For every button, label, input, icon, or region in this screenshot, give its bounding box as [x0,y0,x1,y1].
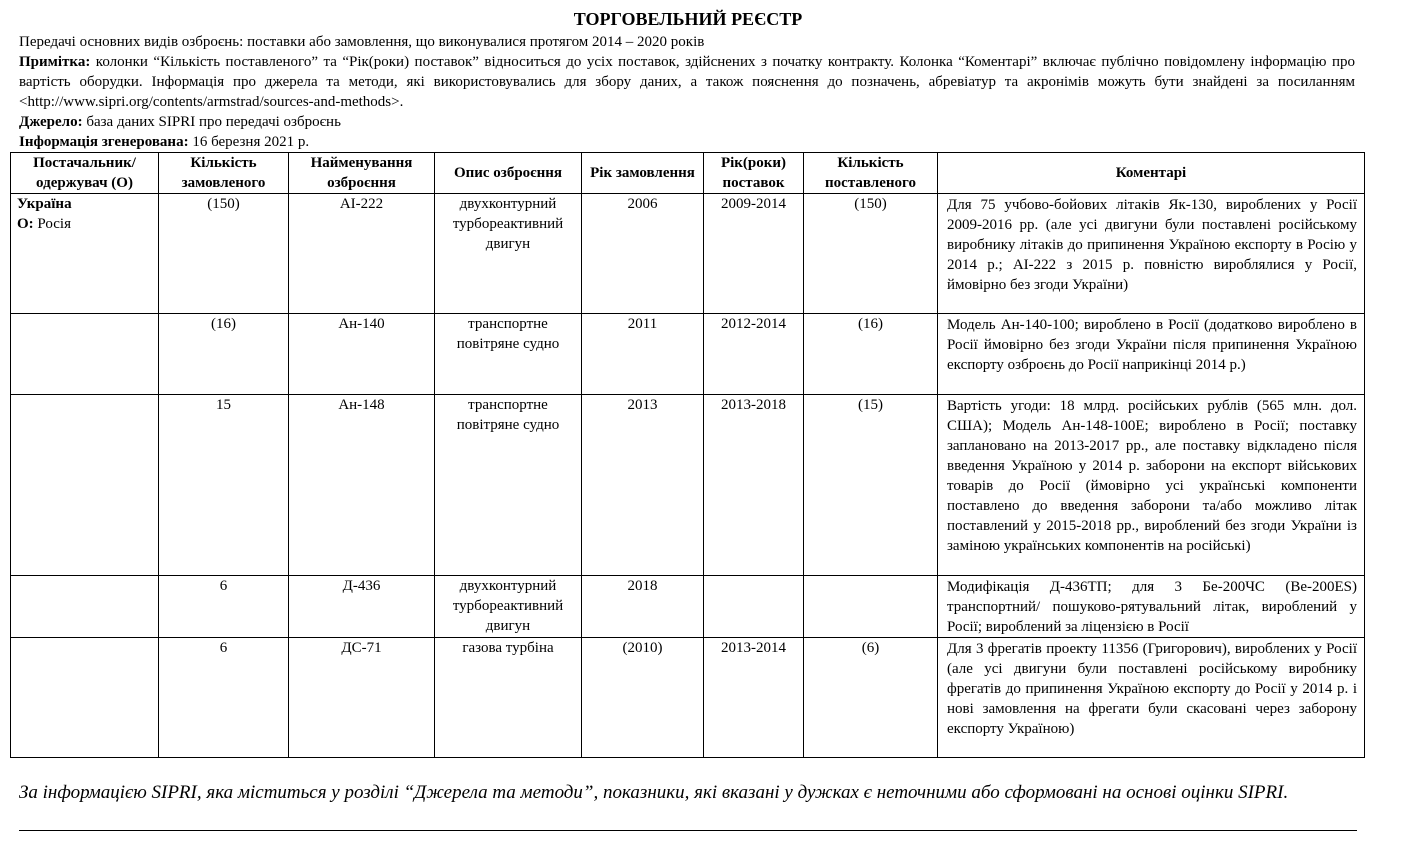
column-header-delivered: Кількість поставленого [804,153,938,194]
delivered-cell: (6) [804,638,938,758]
column-header-supplier: Постачальник/ одержувач (О) [11,153,159,194]
delivery-years-cell: 2012-2014 [704,314,804,395]
table-row [11,395,1365,576]
note-label: Примітка: [19,54,91,70]
footer-divider [19,830,1357,831]
supplier-cell [11,194,159,314]
comment-cell: Модель Ан-140-100; вироблено в Росії (додатково вироблено в Росії ймовірно без згоди України після припинення Україною експорту озброєнь до Росії наприкінці 2014 р.) [938,314,1365,395]
order-year-cell: 2006 [582,194,704,314]
description-cell: транспортне повітряне судно [435,395,582,576]
note-text: колонки “Кількість поставленого” та “Рік(роки) поставок” відноситься до усіх поставок, здійснених з початку контракту. Колонка “Коментарі” включає публічно повідомлену інформацію про вартість оборудки. Інформація про джерела та методи, які використовувались для збору даних, а також пояснення до позначень, абревіатур та акронімів можуть бути знайдені за посиланням <http://www.sipri.org/contents/armstrad/sources-and-methods>. [19,54,1355,110]
comment-cell: Модифікація Д-436ТП; для 3 Бе-200ЧС (Be-200ES) транспортний/ пошуково-рятувальний літак, вироблений у Росії; вироблений за ліцензією в Росії [938,576,1365,638]
delivery-years-cell: 2009-2014 [704,194,804,314]
ordered-cell: 15 [159,395,289,576]
supplier-cell [11,395,159,576]
ordered-cell: (150) [159,194,289,314]
comment-cell: Для 3 фрегатів проекту 11356 (Григорович), вироблених у Росії (але усі двигуни були поставлені російському виробнику фрегатів до припинення Україною експорту до Росії у 2014 р. і нові замовлення на фрегати були скасовані через заборону експорту Україною) [938,638,1365,758]
column-header-order-year: Рік замовлення [582,153,704,194]
description-cell: двухконтурний турбореактивний двигун [435,576,582,638]
trade-register-table [10,152,1365,758]
delivery-years-cell: 2013-2018 [704,395,804,576]
source-line [19,112,1355,132]
table-row [11,194,1365,314]
ordered-cell: 6 [159,576,289,638]
order-year-cell: 2011 [582,314,704,395]
weapon-name-cell: Ан-148 [289,395,435,576]
column-header-delivery-years: Рік(роки) поставок [704,153,804,194]
supplier-cell [11,576,159,638]
description-cell: двухконтурний турбореактивний двигун [435,194,582,314]
table-row [11,314,1365,395]
column-header-ordered: Кількість замовленого [159,153,289,194]
order-year-cell: 2018 [582,576,704,638]
order-year-cell: (2010) [582,638,704,758]
supplier-cell [11,314,159,395]
table-row [11,576,1365,638]
subtitle: Передачі основних видів озброєнь: поставки або замовлення, що виконувалися протягом 2014 – 2020 років [19,34,705,50]
delivered-cell [804,576,938,638]
sipri-footnote: За інформацією SIPRI, яка міститься у розділі “Джерела та методи”, показники, які вказані у дужках є неточними або сформовані на основі оцінки SIPRI. [19,782,1289,803]
supplier-cell [11,638,159,758]
weapon-name-cell: АІ-222 [289,194,435,314]
source-text: база даних SIPRI про передачі озброєнь [82,114,341,130]
page-title: ТОРГОВЕЛЬНИЙ РЕЄСТР [573,9,803,29]
delivered-cell: (15) [804,395,938,576]
document-header [19,32,1355,152]
weapon-name-cell: Д-436 [289,576,435,638]
table-header-row [11,153,1365,194]
recipient-name: Росія [33,216,71,232]
table-row [11,638,1365,758]
delivery-years-cell [704,576,804,638]
generated-label: Інформація згенерована: [19,134,189,150]
weapon-name-cell: ДС-71 [289,638,435,758]
recipient-label: О: [17,216,34,232]
column-header-comments: Коментарі [938,153,1365,194]
ordered-cell: 6 [159,638,289,758]
comment-cell: Для 75 учбово-бойових літаків Як-130, вироблених у Росії 2009-2016 рр. (але усі двигуни були поставлені російському виробнику літаків до припинення Україною експорту в Росію у 2014 р.; АІ-222 з 2015 р. повністю вироблялися у Росії, ймовірно без згоди України) [938,194,1365,314]
weapon-name-cell: Ан-140 [289,314,435,395]
delivered-cell: (150) [804,194,938,314]
delivery-years-cell: 2013-2014 [704,638,804,758]
delivered-cell: (16) [804,314,938,395]
description-cell: транспортне повітряне судно [435,314,582,395]
order-year-cell: 2013 [582,395,704,576]
comment-cell: Вартість угоди: 18 млрд. російських рублів (565 млн. дол. США); Модель Ан-148-100Е; вироблено в Росії; поставку заплановано на 2013-2017 рр., але поставку відкладено після введення Україною у 2014 р. заборони на експорт військових товарів до Росії (ймовірно усі українські компоненти поставлено до введення заборони та/або можливо літак поставлений у 2015-2018 рр., вироблений без згоди України із заміною українських компонентів на російські) [938,395,1365,576]
ordered-cell: (16) [159,314,289,395]
supplier-name: Україна [17,196,72,212]
generated-text: 16 березня 2021 р. [188,134,310,150]
description-cell: газова турбіна [435,638,582,758]
column-header-description: Опис озброєння [435,153,582,194]
note-paragraph [19,52,1355,112]
source-label: Джерело: [19,114,83,130]
column-header-weapon-name: Найменування озброєння [289,153,435,194]
generated-line [19,132,1355,152]
